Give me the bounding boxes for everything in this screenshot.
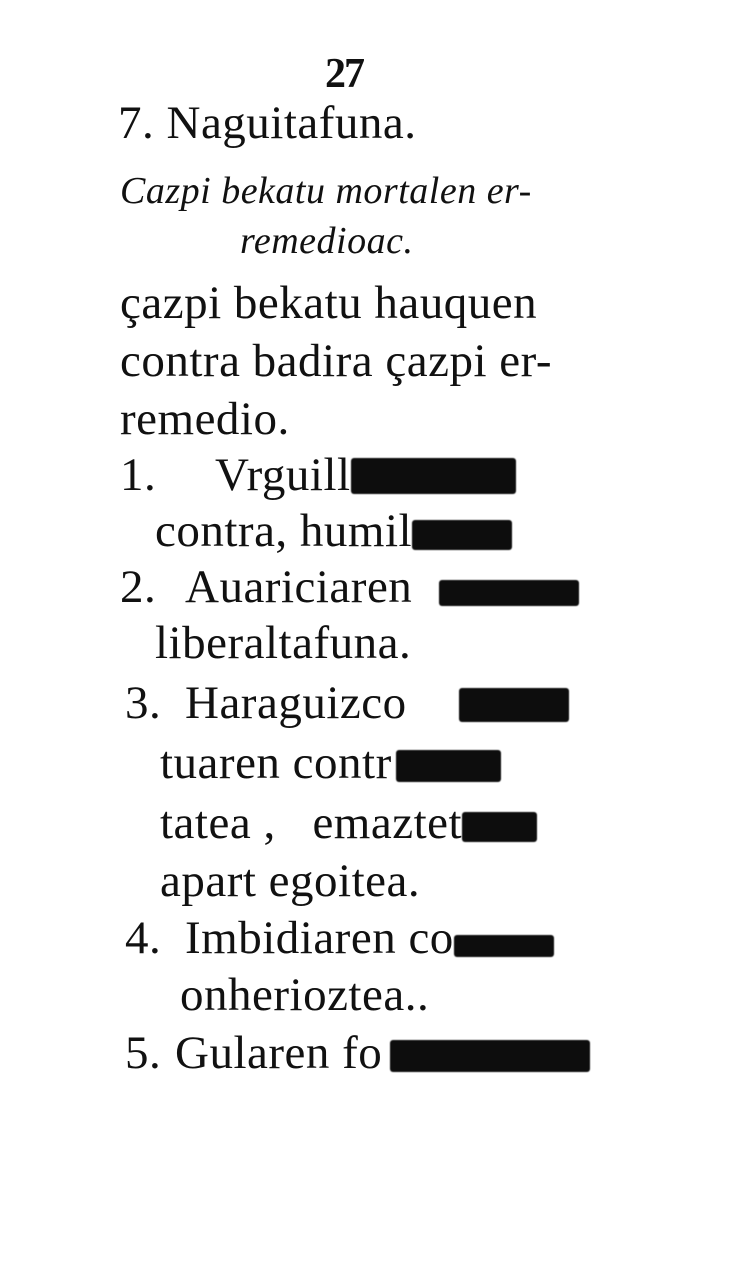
item-3-text: Haraguizco	[185, 677, 407, 729]
item-3-line-1	[185, 677, 569, 729]
item-1-line-2	[155, 505, 512, 557]
subheading-line-1: Cazpi bekatu mortalen er-	[120, 170, 532, 212]
ink-blot	[351, 458, 516, 494]
item-3-number: 3.	[125, 677, 162, 729]
item-3-line-3	[160, 797, 537, 849]
subheading-line-2: remedioac.	[240, 220, 414, 262]
item-2-line-1	[185, 561, 579, 613]
item-4-line-2: onherioztea..	[180, 969, 430, 1021]
page-number: 27	[325, 51, 363, 97]
ink-blot	[396, 750, 501, 782]
item-1-number: 1.	[120, 449, 157, 501]
item-3-line-4: apart egoitea.	[160, 855, 421, 907]
item-1-text: Vrguill	[215, 449, 351, 501]
item-2-number: 2.	[120, 561, 157, 613]
item-3-text-3: tatea , emaztet	[160, 797, 463, 849]
chapter-heading: 7. Naguitafuna.	[118, 97, 417, 149]
item-4-line-1	[185, 912, 554, 964]
ink-blot	[412, 520, 512, 550]
intro-line-3: remedio.	[120, 393, 290, 445]
ink-blot	[439, 580, 579, 606]
intro-line-2: contra badira çazpi er-	[120, 335, 552, 387]
item-1-line-1	[215, 449, 516, 501]
item-2-line-2: liberaltafuna.	[155, 617, 412, 669]
ink-blot	[462, 812, 537, 842]
item-5-line-1	[175, 1027, 590, 1079]
item-4-number: 4.	[125, 912, 162, 964]
item-5-number: 5.	[125, 1027, 162, 1079]
item-1-text-2: contra, humil	[155, 505, 413, 557]
ink-blot	[390, 1040, 590, 1072]
item-5-text: Gularen fo	[175, 1027, 383, 1079]
intro-line-1: çazpi bekatu hauquen	[120, 277, 538, 329]
ink-blot	[454, 935, 554, 957]
item-4-text: Imbidiaren co	[185, 912, 454, 964]
ink-blot	[459, 688, 569, 722]
item-3-line-2	[160, 737, 501, 789]
item-2-text: Auariciaren	[185, 561, 413, 613]
item-3-text-2: tuaren contr	[160, 737, 392, 789]
